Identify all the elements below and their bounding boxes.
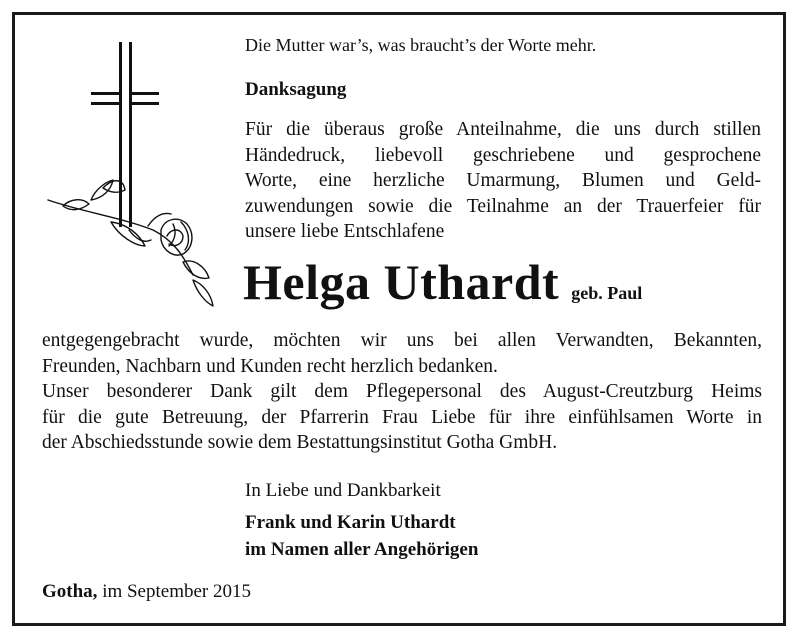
signature-line: im Namen aller Angehörigen <box>245 539 479 560</box>
body-line: der Abschiedsstunde sowie dem Bestattungsinstitut Gotha GmbH. <box>42 432 558 453</box>
deceased-name-block <box>243 253 642 311</box>
maiden-name: geb. Paul <box>571 283 643 303</box>
intro-line: unsere liebe Entschlafene <box>245 221 445 242</box>
notice-frame <box>12 12 786 626</box>
body-line: Unser besonderer Dank gilt dem Pflegepersonal des August-Creutzburg Heims <box>42 381 762 402</box>
heading: Danksagung <box>245 79 347 100</box>
place: Gotha, <box>42 581 98 602</box>
intro-line: Für die überaus große Anteilnahme, die uns durch stillen <box>245 119 761 140</box>
cross-icon <box>43 40 223 310</box>
body-paragraph <box>42 328 762 456</box>
closing-phrase: In Liebe und Dankbarkeit <box>245 480 441 501</box>
body-line: entgegengebracht wurde, möchten wir uns bei allen Verwandten, Bekannten, <box>42 330 762 351</box>
signature-line: Frank und Karin Uthardt <box>245 512 456 533</box>
intro-paragraph <box>245 117 761 245</box>
deceased-name: Helga Uthardt <box>243 254 560 310</box>
intro-line: Händedruck, liebevoll geschriebene und gesprochene <box>245 144 761 166</box>
date: im September 2015 <box>102 581 251 602</box>
body-line: für die gute Betreuung, der Pfarrerin Frau Liebe für ihre einfühlsamen Worte in <box>42 406 762 428</box>
intro-line: Worte, eine herzliche Umarmung, Blumen und Geld- <box>245 170 761 191</box>
motto: Die Mutter war’s, was braucht’s der Worte mehr. <box>245 35 597 55</box>
place-date <box>42 581 251 603</box>
body-line: Freunden, Nachbarn und Kunden recht herzlich bedanken. <box>42 355 498 377</box>
intro-line: zuwendungen sowie die Teilnahme an der Trauerfeier für <box>245 195 761 217</box>
